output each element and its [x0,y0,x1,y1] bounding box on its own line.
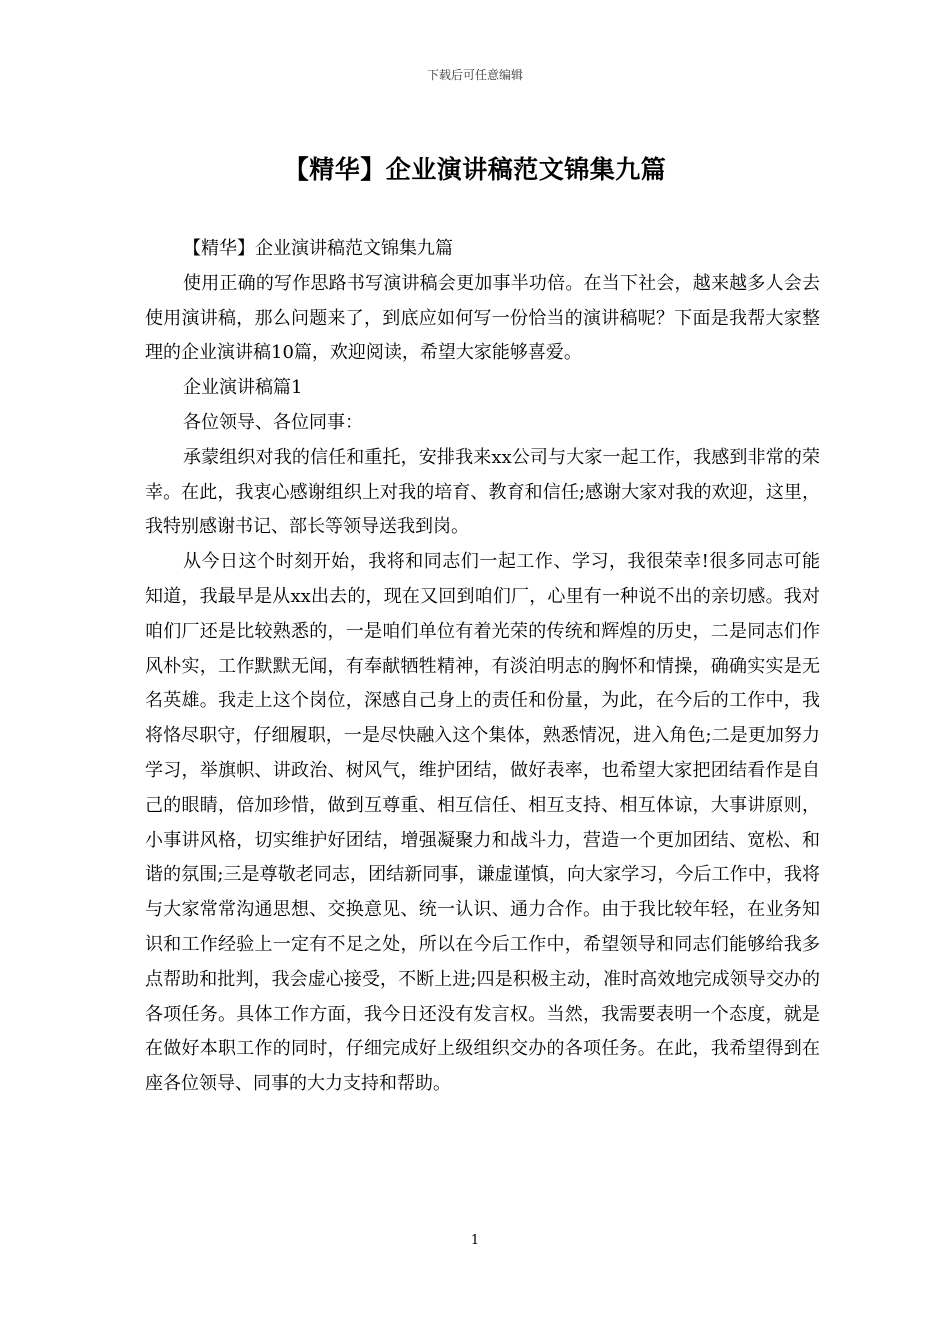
page-number: 1 [470,1233,480,1248]
document-title: 【精华】企业演讲稿范文锦集九篇 [283,155,667,184]
document-body [145,232,820,1102]
body-paragraph-intro: 使用正确的写作思路书写演讲稿会更加事半功倍。在当下社会，越来越多人会去使用演讲稿，那么问题来了，到底应如何写一份恰当的演讲稿呢？下面是我帮大家整理的企业演讲稿10篇，欢迎阅读，希望大家能够喜爱。 [145,272,820,364]
body-paragraph: 从今日这个时刻开始，我将和同志们一起工作、学习，我很荣幸!很多同志可能知道，我最早是从xx出去的，现在又回到咱们厂，心里有一种说不出的亲切感。我对咱们厂还是比较熟悉的，一是咱们单位有着光荣的传统和辉煌的历史，二是同志们作风朴实，工作默默无闻，有奉献牺牲精神，有淡泊明志的胸怀和情操，确确实实是无名英雄。我走上这个岗位，深感自己身上的责任和份量，为此，在今后的工作中，我将恪尽职守，仔细履职，一是尽快融入这个集体，熟悉情况，进入角色;二是更加努力学习，举旗帜、讲政治、树风气，维护团结，做好表率，也希望大家把团结看作是自己的眼睛，倍加珍惜，做到互尊重、相互信任、相互支持、相互体谅，大事讲原则，小事讲风格，切实维护好团结，增强凝聚力和战斗力，营造一个更加团结、宽松、和谐的氛围;三是尊敬老同志，团结新同事，谦虚谨慎，向大家学习，今后工作中，我将与大家常常沟通思想、交换意见、统一认识、通力合作。由于我比较年轻，在业务知识和工作经验上一定有不足之处，所以在今后工作中，希望领导和同志们能够给我多点帮助和批判，我会虚心接受，不断上进;四是积极主动，准时高效地完成领导交办的各项任务。具体工作方面，我今日还没有发言权。当然，我需要表明一个态度，就是在做好本职工作的同时，仔细完成好上级组织交办的各项任务。在此，我希望得到在座各位领导、同事的大力支持和帮助。 [145,551,820,1095]
header-note: 下载后可任意编辑 [426,68,523,82]
salutation: 各位领导、各位同事： [183,411,363,433]
body-paragraph-subtitle: 【精华】企业演讲稿范文锦集九篇 [183,238,453,259]
body-paragraph: 承蒙组织对我的信任和重托，安排我来xx公司与大家一起工作，我感到非常的荣幸。在此，我衷心感谢组织上对我的培育、教育和信任;感谢大家对我的欢迎，这里，我特别感谢书记、部长等领导送我到岗。 [145,446,820,538]
section-heading: 企业演讲稿篇1 [183,377,303,399]
